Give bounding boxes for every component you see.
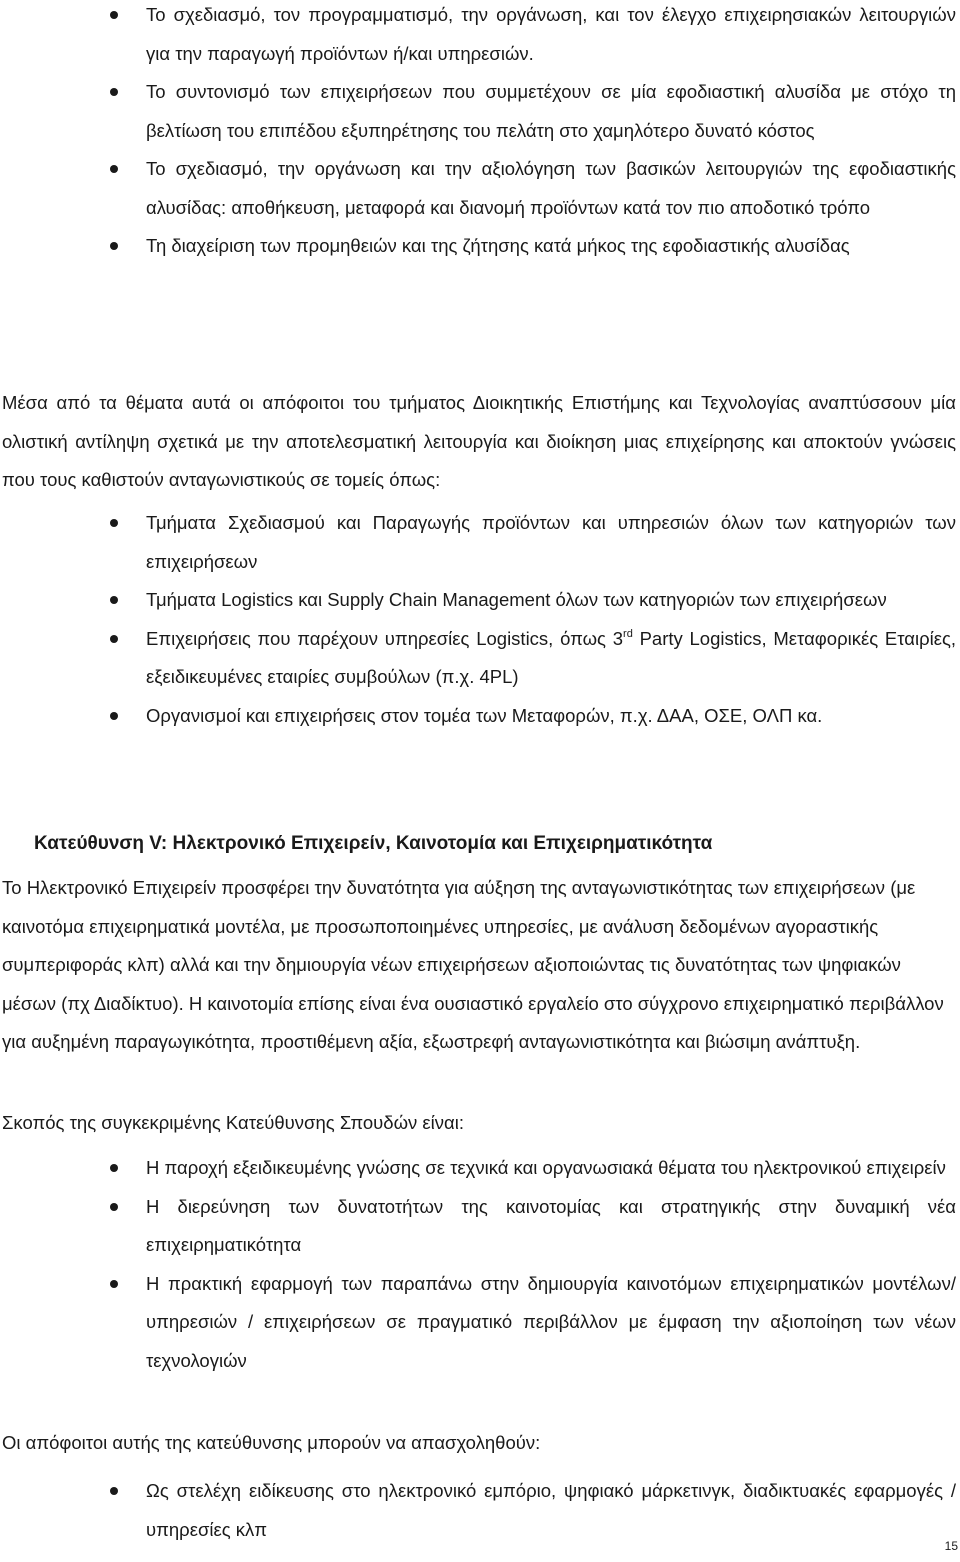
list-item: Τμήματα Σχεδιασμού και Παραγωγής προϊόντων και υπηρεσιών όλων των κατηγοριών των επιχειρήσεων — [0, 504, 958, 581]
bullet-icon — [110, 519, 118, 527]
list-item: Η πρακτική εφαρμογή των παραπάνω στην δημιουργία καινοτόμων επιχειρηματικών μοντέλων/ υπηρεσιών / επιχειρήσεων σε πραγματικό περιβάλλον με έμφαση την αξιοποίηση των νέων τεχνολογιών — [0, 1265, 958, 1381]
aim-intro-block — [0, 1104, 958, 1143]
bullet-icon — [110, 11, 118, 19]
aim-intro: Σκοπός της συγκεκριμένης Κατεύθυνσης Σπουδών είναι: — [2, 1112, 464, 1133]
list-item: Οργανισμοί και επιχειρήσεις στον τομέα των Μεταφορών, π.χ. ΔΑΑ, ΟΣΕ, ΟΛΠ κα. — [0, 697, 958, 736]
sectors-bullet-list — [0, 504, 958, 735]
list-item: Επιχειρήσεις που παρέχουν υπηρεσίες Logistics, όπως 3rd Party Logistics, Μεταφορικές Εταιρίες, εξειδικευμένες εταιρίες συμβούλων (π.χ. 4PL) — [0, 620, 958, 697]
bullet-icon — [110, 1280, 118, 1288]
section-paragraph: Το Ηλεκτρονικό Επιχειρείν προσφέρει την δυνατότητα για αύξηση της ανταγωνιστικότητας των επιχειρήσεων (με καινοτόμα επιχειρηματικά μοντέλα, με προσωποποιημένες υπηρεσίες, με ανάλυση δεδομένων αγοραστικής συμπεριφοράς κλπ) αλλά και την δημιουργία νέων επιχειρήσεων αξιοποιώντας τις δυνατότητας των ψηφιακών μέσων (πχ Διαδίκτυο). Η καινοτομία επίσης είναι ένα ουσιαστικό εργαλείο στο σύγχρονο επιχειρηματικό περιβάλλον για αυξημένη παραγωγικότητα, προστιθέμενη αξία, εξωστρεφή ανταγωνιστικότητα και βιώσιμη ανάπτυξη. — [2, 877, 944, 1052]
bullet-icon — [110, 635, 118, 643]
list-item: Το σχεδιασμό, τον προγραμματισμό, την οργάνωση, και τον έλεγχο επιχειρησιακών λειτουργιών για την παραγωγή προϊόντων ή/και υπηρεσιών. — [0, 0, 958, 73]
top-bullet-list — [0, 0, 958, 266]
section-heading: Κατεύθυνση V: Ηλεκτρονικό Επιχειρείν, Καινοτομία και Επιχειρηματικότητα — [34, 833, 713, 854]
section-paragraph-block — [0, 869, 958, 1062]
employment-bullet-list — [0, 1472, 958, 1549]
list-item: Τμήματα Logistics και Supply Chain Management όλων των κατηγοριών των επιχειρήσεων — [0, 581, 958, 620]
bullet-icon — [110, 242, 118, 250]
bullet-icon — [110, 596, 118, 604]
bullet-icon — [110, 712, 118, 720]
bullet-icon — [110, 165, 118, 173]
section-heading-block — [0, 825, 958, 864]
list-item: Το συντονισμό των επιχειρήσεων που συμμετέχουν σε μία εφοδιαστική αλυσίδα με στόχο τη βελτίωση του επιπέδου εξυπηρέτησης του πελάτη στο χαμηλότερο δυνατό κόστος — [0, 73, 958, 150]
intro-paragraph: Μέσα από τα θέματα αυτά οι απόφοιτοι του τμήματος Διοικητικής Επιστήμης και Τεχνολογίας αναπτύσσουν μία ολιστική αντίληψη σχετικά με την αποτελεσματική λειτουργία και διοίκηση μιας επιχείρησης και αποκτούν γνώσεις που τους καθιστούν ανταγωνιστικούς σε τομείς όπως: — [2, 392, 956, 490]
superscript-ordinal: rd — [623, 627, 633, 640]
bullet-icon — [110, 88, 118, 96]
bullet-icon — [110, 1164, 118, 1172]
bullet-icon — [110, 1487, 118, 1495]
page-number: 15 — [944, 1539, 958, 1553]
bullet-icon — [110, 1203, 118, 1211]
aims-bullet-list — [0, 1149, 958, 1380]
list-item: Ως στελέχη ειδίκευσης στο ηλεκτρονικό εμπόριο, ψηφιακό μάρκετινγκ, διαδικτυακές εφαρμογές / υπηρεσίες κλπ — [0, 1472, 958, 1549]
employment-intro: Οι απόφοιτοι αυτής της κατεύθυνσης μπορούν να απασχοληθούν: — [2, 1432, 541, 1453]
list-item: Η παροχή εξειδικευμένης γνώσης σε τεχνικά και οργανωσιακά θέματα του ηλεκτρονικού επιχειρείν — [0, 1149, 958, 1188]
intro-paragraph-block — [0, 384, 958, 500]
list-item: Τη διαχείριση των προμηθειών και της ζήτησης κατά μήκος της εφοδιαστικής αλυσίδας — [0, 227, 958, 266]
list-item: Η διερεύνηση των δυνατοτήτων της καινοτομίας και στρατηγικής στην δυναμική νέα επιχειρηματικότητα — [0, 1188, 958, 1265]
employment-intro-block — [0, 1424, 958, 1463]
list-item: Το σχεδιασμό, την οργάνωση και την αξιολόγηση των βασικών λειτουργιών της εφοδιαστικής αλυσίδας: αποθήκευση, μεταφορά και διανομή προϊόντων κατά τον πιο αποδοτικό τρόπο — [0, 150, 958, 227]
